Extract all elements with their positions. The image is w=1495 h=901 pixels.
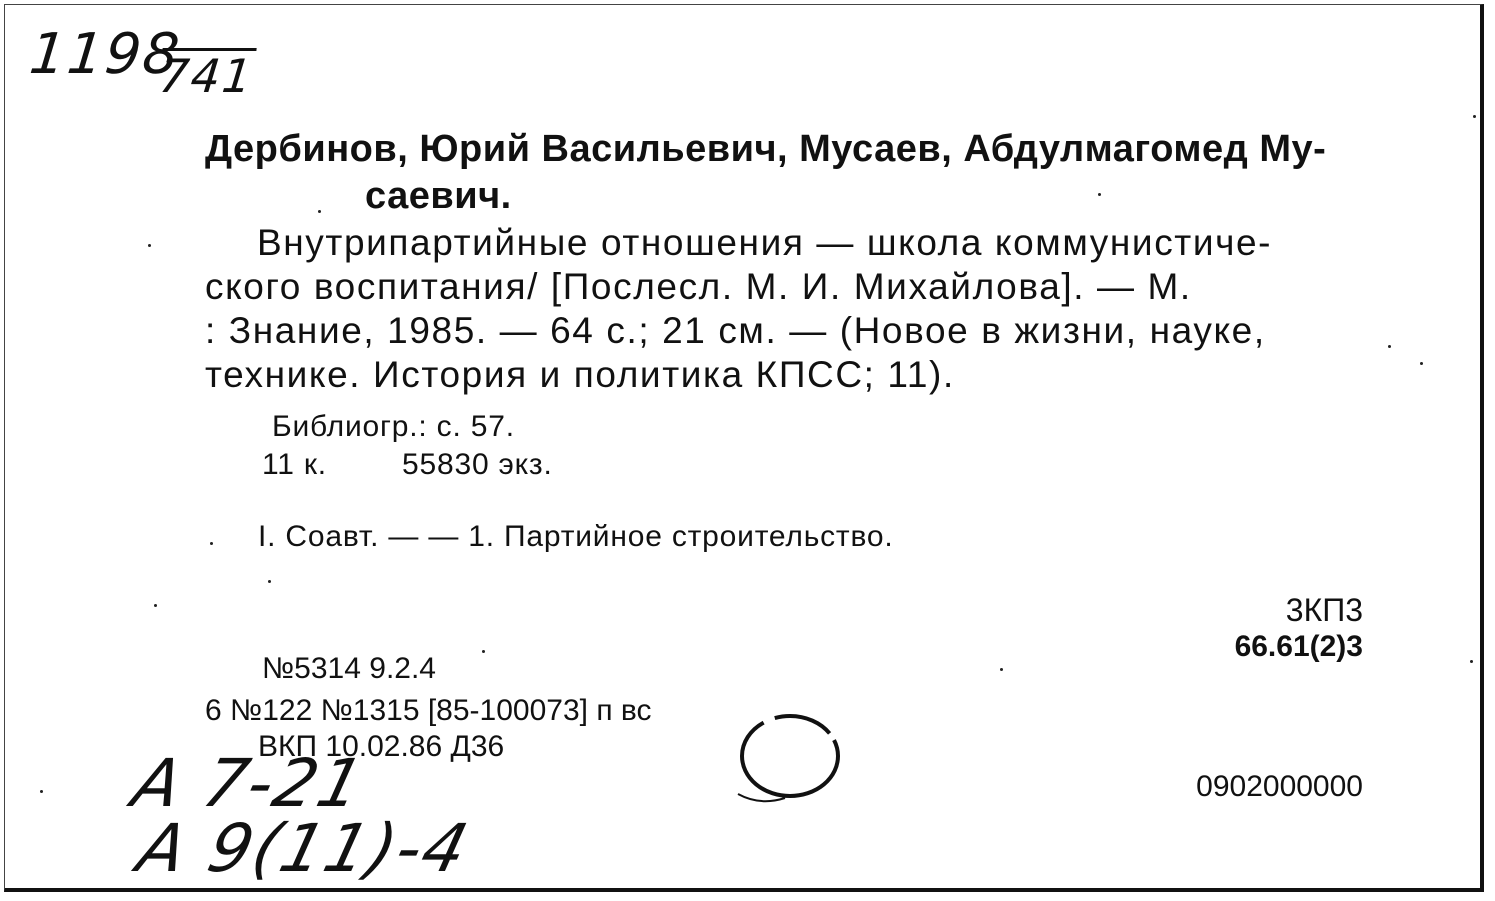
- speck: [1388, 345, 1391, 348]
- handwritten-location-1: A 7-21: [125, 745, 373, 822]
- price-copies-line: [262, 448, 553, 482]
- speck: [1000, 668, 1003, 671]
- speck: [148, 244, 151, 247]
- classification-code-2: 66.61(2)3: [1234, 630, 1363, 663]
- copies: 55830 экз.: [402, 448, 553, 481]
- handwritten-location-2: A 9(11)-4: [130, 810, 478, 887]
- speck: [210, 542, 213, 545]
- speck: [154, 604, 157, 607]
- speck: [1473, 115, 1476, 118]
- speck: [268, 580, 271, 583]
- description-line-1: Внутрипартийные отношения — школа коммунистиче-: [257, 222, 1273, 263]
- speck: [482, 650, 485, 653]
- description-line-3: : Знание, 1985. — 64 с.; 21 см. — (Новое в жизни, науке,: [205, 310, 1266, 351]
- speck: [1420, 362, 1423, 365]
- barcode-number: 0902000000: [1196, 770, 1363, 803]
- author-line-2: саевич.: [365, 175, 512, 217]
- registration-number-line-2: 6 №122 №1315 [85-100073] п вс: [205, 694, 652, 727]
- handwritten-shelf-number: 1198: [26, 22, 184, 87]
- description-line-4: технике. История и политика КПСС; 11).: [205, 354, 955, 395]
- registration-number-line-3: ВКП 10.02.86 Д36: [258, 730, 505, 763]
- classification-code-1: 3КП3: [1285, 592, 1363, 628]
- price: 11 к.: [262, 448, 327, 481]
- speck: [40, 790, 43, 793]
- registration-number-line-1: №5314 9.2.4: [262, 652, 436, 685]
- circle-stamp-icon: [730, 706, 850, 816]
- speck: [1470, 660, 1473, 663]
- handwritten-shelf-superscript: 741: [156, 49, 257, 103]
- speck: [318, 210, 321, 213]
- description-line-2: ского воспитания/ [Послесл. М. И. Михайлова]. — М.: [205, 266, 1192, 307]
- tracing-line: I. Соавт. — — 1. Партийное строительство.: [258, 520, 894, 553]
- speck: [1098, 193, 1101, 196]
- bibliography-note: Библиогр.: с. 57.: [272, 410, 515, 443]
- author-line-1: Дербинов, Юрий Васильевич, Мусаев, Абдулмагомед Му-: [205, 128, 1327, 170]
